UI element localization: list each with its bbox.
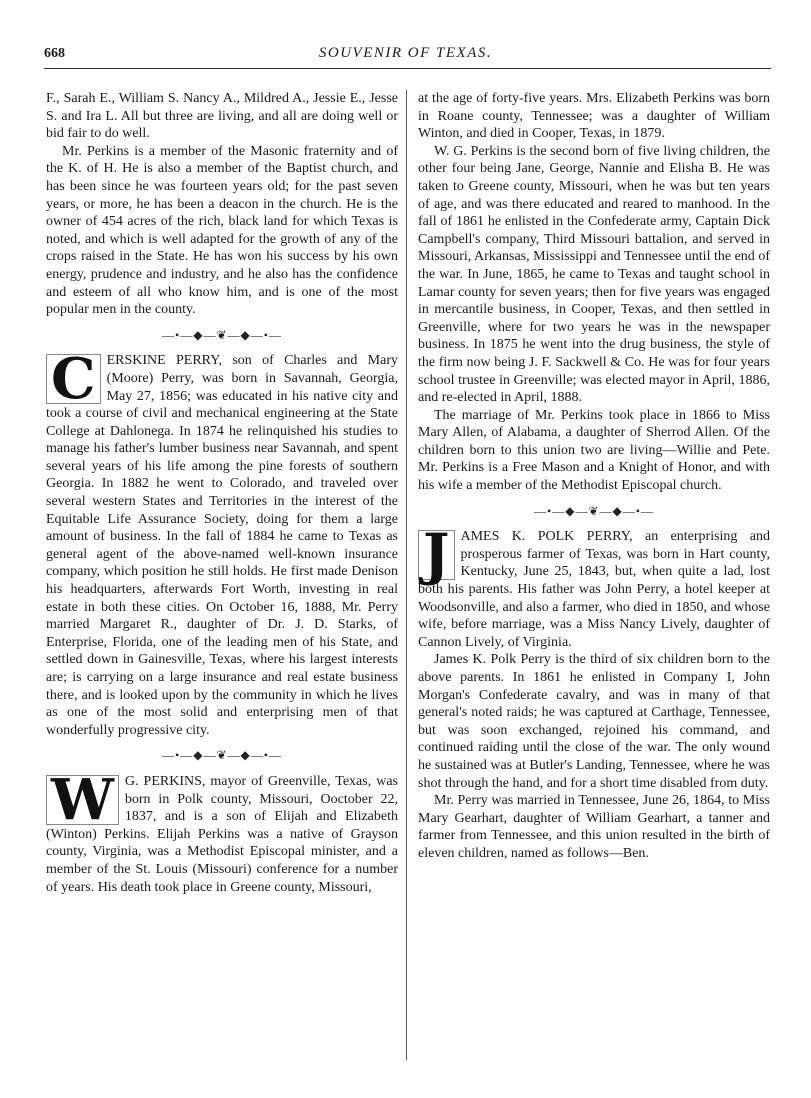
right-column	[418, 90, 770, 863]
paragraph: James K. Polk Perry is the third of six children born to the above parents. In 1861 he enlisted in Company I, John Morgan's Confederate cavalry, and was in many of that general's noted raids; he was captured at Carthage, Tennessee, but was soon exchanged, rejoined his command, and continued raiding until the close of the war. The only wound he sustained was at Butler's Landing, Tennessee, where he was shot through the hand, and for a short time disabled from duty.	[418, 652, 770, 791]
biography-text: ERSKINE PERRY, son of Charles and Mary (Moore) Perry, was born in Savannah, Georgia, May 27, 1856; was educated in his native city and took a course of civil and mechanical engineering at the State College at Dahlonega. In 1874 he relinquished his studies to manage his father's lumber business near Savannah, and spent several years of his life among the pine forests of southern Georgia. In 1882 he went to Colorado, and traveled over several western States and Territories in the interest of the Equitable Life Assurance Society, doing for them a large amount of business. In the fall of 1884 he came to Texas as general agent of the above-named well-known insurance company, which position he still holds. He first made Denison his headquarters, afterwards Fort Worth, investing in real estate in both these cities. On October 16, 1888, Mr. Perry married Margaret R., daughter of Dr. J. D. Starks, of Enterprise, Florida, one of the leading men of his State, and settled down in Gainesville, Texas, where his largest interests are; is carrying on a large insurance and real estate business there, and is looked upon by the community in which he lives as one of the most solid and enterprising men of that wonderfully progressive city.	[46, 353, 398, 738]
running-title: SOUVENIR OF TEXAS.	[318, 45, 493, 61]
biography-perkins	[46, 766, 398, 896]
drop-cap: C	[46, 354, 101, 404]
ornament-divider: —•—◆—❦—◆—•—	[534, 503, 654, 518]
biography-perry	[46, 346, 398, 739]
ornament-divider: —•—◆—❦—◆—•—	[162, 748, 282, 763]
column-divider	[406, 90, 407, 1060]
header-rule	[44, 68, 771, 69]
paragraph: The marriage of Mr. Perkins took place in 1866 to Miss Mary Allen, of Alabama, a daughter of Sherrod Allen. Of the children born to this union two are living—Willie and Pete. Mr. Perkins is a Free Mason and a Knight of Honor, and with his wife a member of the Methodist Episcopal church.	[418, 407, 770, 494]
biography-james-perry	[418, 522, 770, 651]
biography-text: G. PERKINS, mayor of Greenville, Texas, was born in Polk county, Missouri, Ooctober 22, 1837, and is a son of Elijah and Elizabeth (Winton) Perkins. Elijah Perkins was a native of Grayson county, Virginia, was a Methodist Episcopal minister, and a member of the St. Louis (Missouri) conference for a number of years. His death took place in Greene county, Missouri,	[46, 773, 398, 895]
page-header	[0, 44, 811, 68]
paragraph: Mr. Perkins is a member of the Masonic fraternity and of the K. of H. He is also a member of the Baptist church, and has been since he was fourteen years old; for the past seven years, or more, he has been a deacon in the church. He is the owner of 454 acres of the rich, black land for which Texas is noted, and which is well adapted for the growth of any of the crops raised in the State. He has won his success by his own energy, prudence and industry, and he also has the confidence and esteem of all who know him, and is one of the most popular men in the county.	[46, 143, 398, 318]
drop-cap: J	[418, 530, 455, 580]
paragraph: F., Sarah E., William S. Nancy A., Mildred A., Jessie E., Jesse S. and Ira L. All but three are living, and all are doing well or bid fair to do well.	[46, 91, 398, 142]
paragraph: Mr. Perry was married in Tennessee, June 26, 1864, to Miss Mary Gearhart, daughter of William Gearhart, a tanner and farmer from Tennessee, and this union resulted in the birth of eleven children, named as follows—Ben.	[418, 793, 770, 861]
page-number: 668	[44, 46, 65, 61]
paragraph: at the age of forty-five years. Mrs. Elizabeth Perkins was born in Roane county, Tennessee; was a daughter of William Winton, and died in Cooper, Texas, in 1879.	[418, 91, 770, 142]
biography-text: AMES K. POLK PERRY, an enterprising and prosperous farmer of Texas, was born in Hart county, Kentucky, June 25, 1843, but, when quite a lad, lost both his parents. His father was John Perry, a hotel keeper at Woodsonville, and also a farmer, who died in 1850, and whose wife, before marriage, was a Miss Nancy Lively, daughter of Cannon Lively, of Virginia.	[418, 529, 770, 650]
drop-cap: W	[46, 775, 119, 825]
paragraph: W. G. Perkins is the second born of five living children, the other four being Jane, George, Nannie and Elisha B. He was taken to Greene county, Missouri, when he was but ten years of age, and was there educated and reared to manhood. In the fall of 1861 he enlisted in the Confederate army, Captain Dick Campbell's company, Third Missouri battalion, and served in Missouri, Arkansas, Mississippi and Tennessee until the end of the war. In June, 1865, he came to Texas and taught school in Lamar county for seven years; then for five years was engaged in mercantile business, in Cooper, Texas, and then settled in Greenville, where for two years he was in the newspaper business. In 1875 he went into the drug business, the style of the firm now being J. F. Sackwell & Co. He was for four years school trustee in Greenville; was elected mayor in April, 1886, and re-elected in April, 1888.	[418, 143, 770, 406]
ornament-divider: —•—◆—❦—◆—•—	[162, 327, 282, 342]
left-column	[46, 90, 398, 896]
